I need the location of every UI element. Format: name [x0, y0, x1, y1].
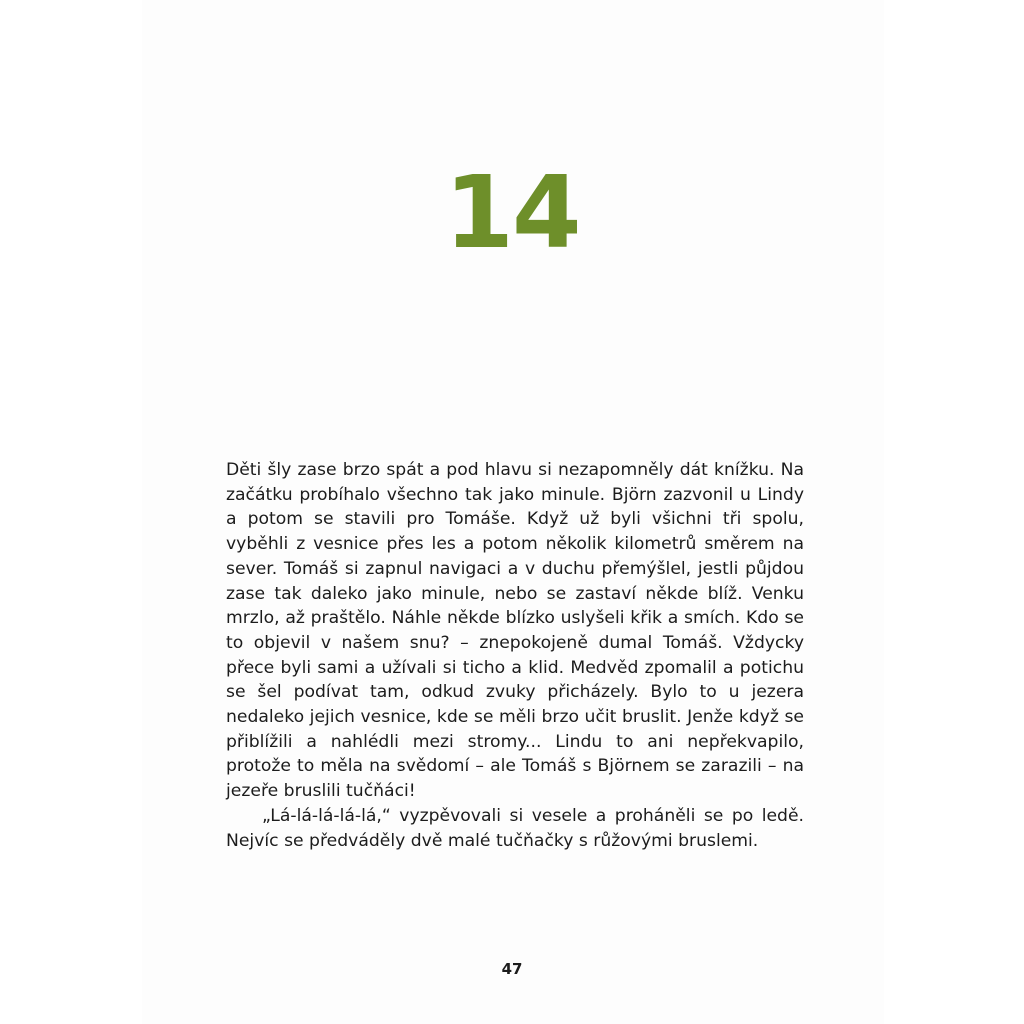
- body-text: [226, 458, 804, 853]
- page-number: 47: [501, 960, 523, 978]
- chapter-number: 14: [444, 154, 580, 271]
- paragraph-1: Děti šly zase brzo spát a pod hlavu si nezapomněly dát knížku. Na začátku probíhalo všechno tak jako minule. Björn zazvonil u Lindy a potom se stavili pro Tomáše. Když už byli všichni tři spolu, vyběhli z vesnice přes les a potom několik kilometrů směrem na sever. Tomáš si zapnul navigaci a v duchu přemýšlel, jestli půjdou zase tak daleko jako minule, nebo se zastaví někde blíž. Venku mrzlo, až praštělo. Náhle někde blízko uslyšeli křik a smích. Kdo se to objevil v našem snu? – znepokojeně dumal Tomáš. Vždycky přece byli sami a užívali si ticho a klid. Medvěd zpomalil a potichu se šel podívat tam, odkud zvuky přicházely. Bylo to u jezera nedaleko jejich vesnice, kde se měli brzo učit bruslit. Jenže když se přiblížili a nahlédli mezi stromy... Lindu to ani nepřekvapilo, protože to měla na svědomí – ale Tomáš s Björnem se zarazili – na jezeře bruslili tučňáci!: [226, 460, 804, 802]
- paragraph-2: „Lá-lá-lá-lá-lá,“ vyzpěvovali si vesele a proháněli se po ledě. Nejvíc se předváděly dvě malé tučňačky s růžovými bruslemi.: [226, 805, 804, 851]
